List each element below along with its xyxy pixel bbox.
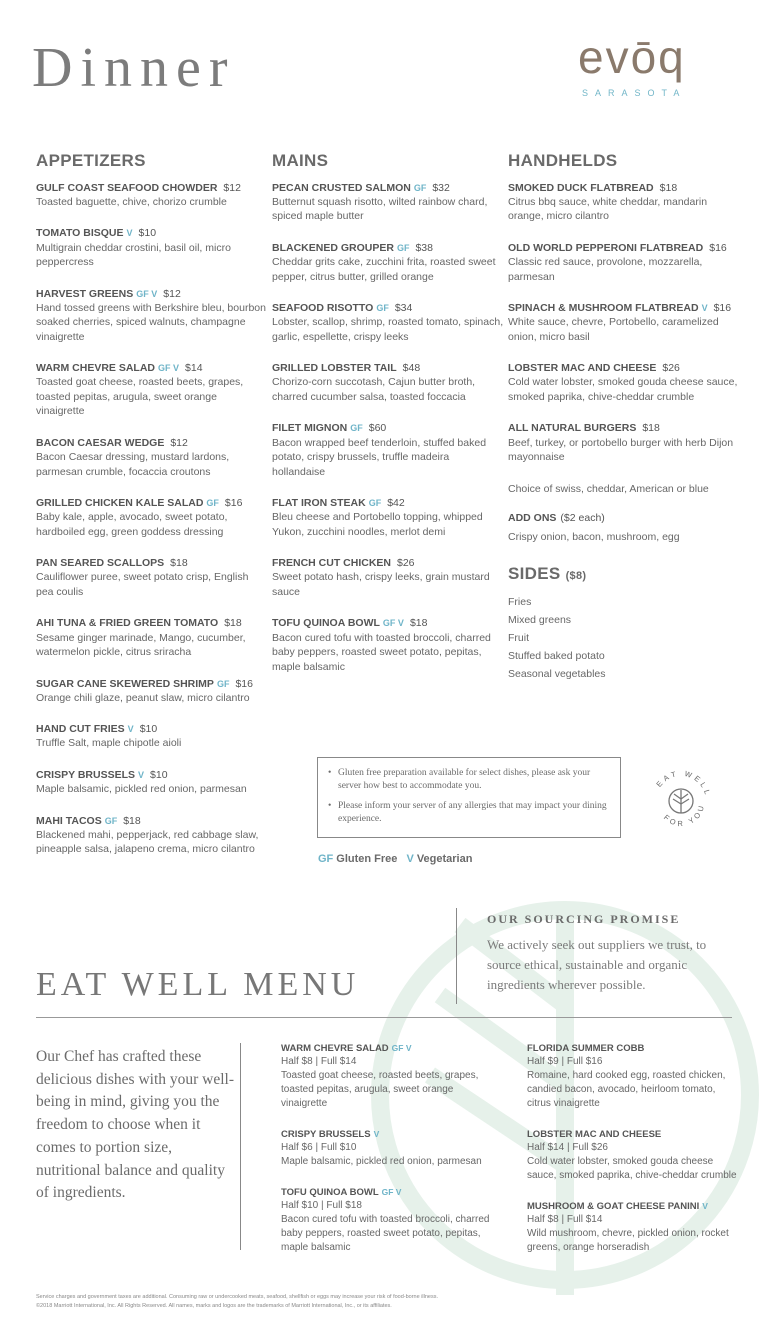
menu-item (272, 361, 504, 404)
sourcing-heading: OUR SOURCING PROMISE (487, 912, 681, 926)
portion-prices: Half $6 | Full $10 (281, 1142, 357, 1153)
side-item: Seasonal vegetables (508, 668, 606, 681)
item-name: OLD WORLD PEPPERONI FLATBREAD (508, 241, 704, 254)
item-description: Beef, turkey, or portobello burger with herb Dijon mayonnaise (508, 436, 734, 464)
item-name: CRISPY BRUSSELS (36, 768, 135, 781)
item-header (272, 301, 504, 315)
appetizers-section (36, 152, 268, 874)
sourcing-text: We actively seek out suppliers we trust, to source ethical, sustainable and organic ingredients wherever possible. (487, 937, 707, 992)
dietary-tag: V (702, 1201, 708, 1211)
item-header (36, 181, 268, 195)
dietary-tag: V (127, 724, 134, 735)
mains-heading: MAINS (272, 151, 329, 170)
portion-prices: Half $14 | Full $26 (527, 1142, 608, 1153)
item-description: Chorizo-corn succotash, Cajun butter broth, charred cucumber salsa, toasted foccacia (272, 376, 476, 403)
menu-item (508, 361, 740, 404)
side-item: Stuffed baked potato (508, 650, 605, 663)
item-name: WARM CHEVRE SALAD (36, 362, 156, 375)
side-item: Fruit (508, 632, 529, 645)
menu-item (272, 241, 504, 284)
dietary-tag: GF (376, 303, 389, 314)
eat-well-item (527, 1128, 739, 1183)
item-description: Toasted goat cheese, roasted beets, grapes, toasted pepitas, arugula, sweet orange vinaigrette (281, 1070, 479, 1109)
dietary-tag: GF V (382, 618, 404, 629)
legal-line-2: ©2018 Marriott International, Inc. All Rights Reserved. All names, marks and logos are the trademarks of Marriott International, Inc., or its affiliates. (36, 1303, 392, 1309)
portion-prices: Half $8 | Full $14 (281, 1056, 357, 1067)
menu-item (36, 181, 268, 210)
item-description: Baby kale, apple, avocado, sweet potato, hardboiled egg, green goddess dressing (36, 511, 228, 538)
logo-location: SARASOTA (582, 88, 687, 98)
dietary-tag: GF V (391, 1043, 412, 1053)
item-name: WARM CHEVRE SALAD (281, 1043, 389, 1054)
item-description: Cauliflower puree, sweet potato crisp, English pea coulis (36, 571, 249, 598)
eat-well-item (281, 1128, 493, 1169)
dietary-legend (318, 853, 472, 865)
item-description: Maple balsamic, pickled red onion, parmesan (36, 783, 247, 796)
legal-footer (36, 1293, 736, 1311)
sourcing-divider (456, 908, 457, 1004)
item-description: Sweet potato hash, crispy leeks, grain mustard sauce (272, 571, 490, 598)
dietary-tag: GF V (136, 288, 158, 299)
item-name: LOBSTER MAC AND CHEESE (508, 362, 657, 375)
item-header (281, 1128, 493, 1141)
eat-well-column-2 (527, 1042, 739, 1272)
dietary-tag: GF V (158, 363, 180, 374)
menu-item (36, 616, 268, 659)
item-header (36, 768, 268, 782)
item-description: White sauce, chevre, Portobello, caramelized onion, micro basil (508, 316, 719, 343)
item-name: LOBSTER MAC AND CHEESE (527, 1129, 662, 1140)
item-price: $16 (224, 497, 243, 510)
item-description: Butternut squash risotto, wilted rainbow chard, spiced maple butter (272, 195, 488, 223)
item-name: TOFU QUINOA BOWL (281, 1187, 379, 1198)
item-name: CRISPY BRUSSELS (281, 1129, 371, 1140)
item-description: Cold water lobster, smoked gouda cheese sauce, smoked paprika, chive-cheddar crumble (508, 376, 738, 403)
logo-wordmark: evōq (578, 31, 686, 83)
item-header (36, 361, 268, 375)
item-description: Citrus bbq sauce, white cheddar, mandarin orange, micro cilantro (508, 195, 708, 223)
addons-heading: ADD ONS (508, 512, 557, 525)
item-name: BACON CAESAR WEDGE (36, 436, 165, 449)
item-description: Bacon cured tofu with toasted broccoli, charred baby peppers, roasted sweet potato, pepitas, maple balsamic (272, 631, 491, 673)
allergy-notice: • Please inform your server of any allergies that may impact your dining experience. (328, 800, 610, 825)
item-header (272, 361, 504, 375)
item-description: Maple balsamic, pickled red onion, parmesan (281, 1156, 482, 1167)
item-description: Cold water lobster, smoked gouda cheese sauce, smoked paprika, chive-cheddar crumble (527, 1156, 737, 1181)
item-price: $12 (163, 287, 181, 300)
dietary-tag: GF (206, 498, 219, 509)
item-name: TOMATO BISQUE (36, 227, 124, 240)
item-price: $10 (139, 723, 158, 736)
item-description: Sesame ginger marinade, Mango, cucumber, watermelon pickle, citrus sriracha (36, 631, 246, 659)
item-header (272, 616, 504, 630)
item-name: PAN SEARED SCALLOPS (36, 557, 165, 570)
item-name: HARVEST GREENS (36, 287, 134, 300)
menu-item (36, 496, 268, 539)
menu-item (508, 181, 740, 224)
item-name: HAND CUT FRIES (36, 723, 125, 736)
item-price: $18 (224, 617, 242, 630)
dietary-tag: GF (350, 423, 363, 434)
svg-text:FOR YOU (662, 802, 706, 828)
item-header (508, 361, 740, 375)
menu-item (36, 287, 268, 345)
item-description: Romaine, hard cooked egg, roasted chicken, candied bacon, avocado, heirloom tomato, citrus vinaigrette (527, 1070, 726, 1109)
item-name: FRENCH CUT CHICKEN (272, 557, 391, 570)
portion-prices: Half $9 | Full $16 (527, 1056, 603, 1067)
item-price: $10 (138, 227, 157, 240)
v-tag: V (406, 853, 414, 865)
handhelds-heading: HANDHELDS (508, 151, 618, 170)
eat-well-item (527, 1200, 739, 1255)
item-header (508, 301, 740, 315)
item-name: GRILLED CHICKEN KALE SALAD (36, 497, 204, 510)
item-header (36, 287, 268, 301)
side-item: Fries (508, 596, 532, 609)
eat-well-column-1 (281, 1042, 493, 1272)
gf-label: Gluten Free (336, 853, 398, 865)
item-description: Bacon Caesar dressing, mustard lardons, parmesan crumble, focaccia croutons (36, 451, 230, 478)
item-description: Hand tossed greens with Berkshire bleu, bourbon soaked cherries, spiced walnuts, champagne vinaigrette (36, 301, 266, 343)
burger-choice-note: Choice of swiss, cheddar, American or blue (508, 482, 709, 495)
item-name: ALL NATURAL BURGERS (508, 422, 637, 435)
item-header (272, 556, 504, 570)
dietary-tag: V (701, 303, 708, 314)
item-header (527, 1200, 739, 1213)
item-header (281, 1186, 493, 1199)
dietary-tag: GF V (381, 1187, 402, 1197)
item-header (36, 436, 268, 450)
appetizers-list (36, 181, 268, 857)
item-description: Multigrain cheddar crostini, basil oil, micro peppercress (36, 241, 231, 269)
item-name: BLACKENED GROUPER (272, 241, 394, 254)
gf-tag: GF (318, 853, 334, 865)
item-price: $60 (368, 422, 387, 435)
menu-item (508, 421, 740, 464)
item-name: FLAT IRON STEAK (272, 497, 366, 510)
eat-well-item (527, 1042, 739, 1111)
item-price: $14 (185, 362, 203, 375)
item-header (527, 1042, 739, 1055)
item-price: $18 (123, 814, 141, 827)
item-description: Wild mushroom, chevre, pickled onion, rocket greens, orange horseradish (527, 1228, 729, 1253)
addons-description: Crispy onion, bacon, mushroom, egg (508, 531, 680, 544)
item-name: SMOKED DUCK FLATBREAD (508, 181, 654, 194)
menu-item (272, 301, 504, 344)
item-name: AHI TUNA & FRIED GREEN TOMATO (36, 617, 219, 630)
eat-well-item (281, 1186, 493, 1255)
item-price: $16 (235, 677, 253, 690)
eat-well-column-divider (240, 1043, 241, 1250)
addons-heading-row (508, 512, 740, 524)
appetizers-heading: APPETIZERS (36, 151, 146, 170)
item-price: $12 (223, 181, 241, 194)
menu-item (36, 677, 268, 706)
sides-heading: SIDES (508, 563, 561, 583)
menu-item (272, 496, 504, 539)
menu-item (508, 241, 740, 284)
item-price: $10 (150, 768, 168, 781)
item-header (508, 181, 740, 195)
item-price: $38 (415, 241, 433, 254)
badge-top-text: EAT WELL (654, 768, 713, 799)
sides-list (508, 593, 740, 683)
item-description: Lobster, scallop, shrimp, roasted tomato, spinach, garlic, espellette, crispy leeks (272, 316, 504, 343)
item-header (36, 556, 268, 570)
item-name: FLORIDA SUMMER COBB (527, 1043, 645, 1054)
item-price: $18 (409, 617, 428, 630)
eat-well-menu-title: EAT WELL MENU (36, 966, 360, 1003)
menu-item (272, 616, 504, 674)
item-description: Bleu cheese and Portobello topping, whipped Yukon, zucchini noodles, merlot demi (272, 511, 483, 538)
dietary-notice-box (317, 757, 621, 838)
item-name: PECAN CRUSTED SALMON (272, 181, 411, 194)
portion-prices: Half $10 | Full $18 (281, 1200, 362, 1211)
item-description: Blackened mahi, pepperjack, red cabbage slaw, pineapple salsa, jalapeno crema, micro cilantro (36, 828, 259, 856)
item-description: Classic red sauce, provolone, mozzarella, parmesan (508, 256, 703, 283)
menu-item (36, 722, 268, 751)
item-price: $42 (387, 497, 405, 510)
item-header (527, 1128, 739, 1141)
badge-bottom-text: FOR YOU (661, 802, 707, 829)
item-header (36, 677, 268, 691)
item-name: MAHI TACOS (36, 814, 102, 827)
eat-well-item (281, 1042, 493, 1111)
menu-item (508, 301, 740, 344)
item-price: $34 (394, 302, 413, 315)
item-name: MUSHROOM & GOAT CHEESE PANINI (527, 1201, 700, 1212)
item-description: Bacon cured tofu with toasted broccoli, charred baby peppers, roasted sweet potato, pepitas, maple balsamic (281, 1214, 490, 1253)
menu-item (36, 436, 268, 479)
item-header (508, 421, 740, 435)
item-description: Orange chili glaze, peanut slaw, micro cilantro (36, 691, 250, 704)
item-description: Bacon wrapped beef tenderloin, stuffed baked potato, crispy brussels, truffle madeira hollandaise (272, 436, 487, 478)
menu-item (36, 768, 268, 797)
item-price: $16 (709, 241, 727, 254)
item-name: SEAFOOD RISOTTO (272, 302, 374, 315)
handhelds-list (508, 181, 740, 465)
item-header (272, 181, 504, 195)
item-header (281, 1042, 493, 1055)
item-header (36, 814, 268, 828)
dietary-tag: V (373, 1129, 380, 1139)
page-title: Dinner (32, 37, 236, 99)
menu-item (272, 421, 504, 479)
dietary-tag: GF (413, 182, 427, 193)
evoq-logo (574, 31, 740, 104)
handhelds-section (508, 152, 740, 683)
item-price: $16 (713, 302, 732, 315)
item-price: $18 (170, 557, 188, 570)
item-name: GRILLED LOBSTER TAIL (272, 362, 397, 375)
dietary-tag: V (138, 769, 145, 780)
dietary-tag: GF (216, 678, 230, 689)
item-price: $18 (642, 422, 660, 435)
addons-price: ($2 each) (560, 512, 605, 525)
item-name: GULF COAST SEAFOOD CHOWDER (36, 181, 218, 194)
eat-well-divider (36, 1017, 732, 1018)
dietary-tag: GF (104, 815, 118, 826)
sides-heading-row (508, 565, 740, 584)
item-price: $32 (432, 181, 450, 194)
dietary-tag: GF (396, 242, 410, 253)
item-name: FILET MIGNON (272, 422, 348, 435)
menu-item (36, 226, 268, 269)
dietary-tag: V (126, 228, 133, 239)
legal-line-1: Service charges and government taxes are additional. Consuming raw or undercooked meats, seafood, shellfish or eggs may increase your risk of food-borne illness. (36, 1294, 439, 1300)
item-description: Toasted baguette, chive, chorizo crumble (36, 195, 227, 208)
item-name: SPINACH & MUSHROOM FLATBREAD (508, 302, 699, 315)
item-price: $26 (662, 362, 680, 375)
item-description: Cheddar grits cake, zucchini frita, roasted sweet pepper, citrus butter, grilled orange (272, 256, 496, 283)
sides-price: ($8) (565, 569, 587, 582)
item-price: $48 (402, 362, 421, 375)
menu-item (36, 814, 268, 857)
item-header (36, 722, 268, 736)
item-header (272, 496, 504, 510)
item-header (272, 241, 504, 255)
menu-item (272, 556, 504, 599)
item-name: SUGAR CANE SKEWERED SHRIMP (36, 677, 214, 690)
item-header (36, 616, 268, 630)
item-description: Toasted goat cheese, roasted beets, grapes, toasted pepitas, arugula, sweet orange vinaigrette (36, 376, 244, 418)
dietary-tag: GF (368, 498, 382, 509)
mains-list (272, 181, 504, 674)
item-price: $18 (659, 181, 678, 194)
portion-prices: Half $8 | Full $14 (527, 1214, 603, 1225)
item-price: $26 (397, 557, 415, 570)
gluten-free-notice: • Gluten free preparation available for select dishes, please ask your server how best to accommodate you. (328, 767, 610, 792)
item-price: $12 (170, 436, 188, 449)
item-header (36, 496, 268, 510)
side-item: Mixed greens (508, 614, 572, 627)
item-header (36, 226, 268, 240)
mains-section (272, 152, 504, 691)
item-name: TOFU QUINOA BOWL (272, 617, 380, 630)
item-header (508, 241, 740, 255)
v-label: Vegetarian (416, 853, 473, 865)
eat-well-intro: Our Chef has crafted these delicious dishes with your well-being in mind, giving you the freedom to choose when it comes to portion size, nutritional balance and quality of ingredients. (36, 1048, 235, 1202)
svg-text:EAT WELL (654, 769, 712, 798)
menu-item (36, 361, 268, 419)
eat-well-for-you-badge-icon (646, 766, 716, 836)
menu-item (272, 181, 504, 224)
item-description: Truffle Salt, maple chipotle aioli (36, 737, 182, 750)
menu-item (36, 556, 268, 599)
item-header (272, 421, 504, 435)
